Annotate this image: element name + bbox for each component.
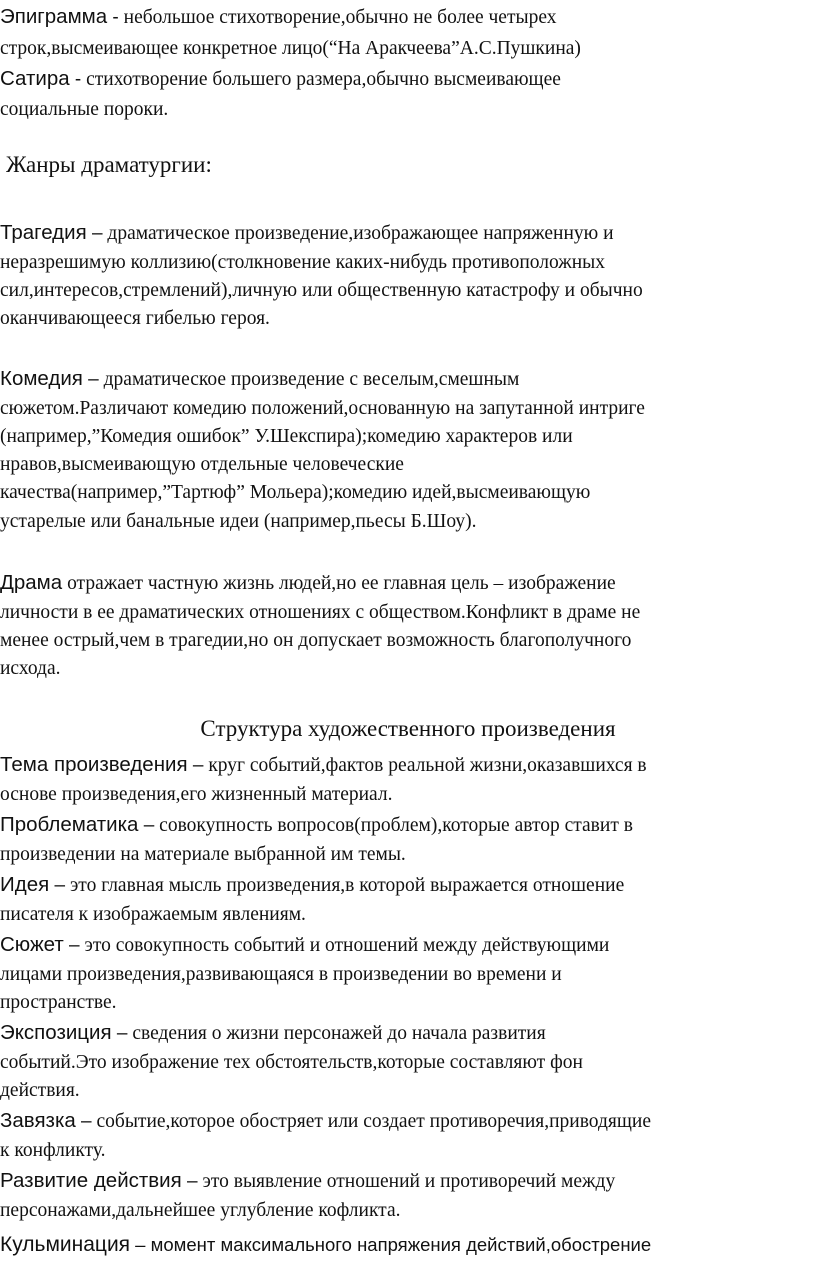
plot-line-1 — [0, 932, 609, 959]
drama-line-2: личности в ее драматических отношениях с обществом.Конфликт в драме не — [0, 602, 641, 623]
comedy-line-4: нравов,высмеивающую отдельные человеческие — [0, 454, 404, 475]
development-line-2: персонажами,дальнейшее углубление кофликта. — [0, 1200, 401, 1221]
satire-term: Сатира — [0, 67, 70, 90]
structure-heading: Структура художественного произведения — [200, 716, 616, 741]
setup-line-2: к конфликту. — [0, 1140, 106, 1161]
setup-line-1 — [0, 1108, 651, 1135]
tragedy-sep: – — [86, 223, 103, 244]
comedy-line-2: сюжетом.Различают комедию положений,основанную на запутанной интриге — [0, 398, 645, 419]
idea-term: Идея — [0, 873, 50, 896]
theme-line-1 — [0, 752, 647, 779]
climax-term: Кульминация — [0, 1233, 131, 1256]
epigram-term: Эпиграмма — [0, 5, 108, 28]
climax-line-1 — [0, 1232, 651, 1258]
exposition-line-3: действия. — [0, 1080, 80, 1101]
theme-term: Тема произведения — [0, 753, 188, 776]
plot-text-1: это совокупность событий и отношений между действующими — [79, 935, 610, 956]
plot-line-2: лицами произведения,развивающаяся в произведении во времени и — [0, 964, 562, 985]
development-sep: – — [181, 1171, 198, 1192]
drama-line-3: менее острый,чем в трагедии,но он допускает возможность благополучного — [0, 630, 632, 651]
problematics-term: Проблематика — [0, 813, 139, 836]
problematics-sep: – — [138, 815, 155, 836]
theme-text-1: круг событий,фактов реальной жизни,оказавшихся в — [203, 755, 647, 776]
problematics-text-1: совокупность вопросов(проблем),которые автор ставит в — [154, 815, 633, 836]
comedy-term: Комедия — [0, 367, 83, 390]
comedy-line-5: качества(например,”Тартюф” Мольера);комедию идей,высмеивающую — [0, 482, 591, 503]
climax-text-1: момент максимального напряжения действий,обострение — [145, 1234, 652, 1255]
comedy-line-1 — [0, 366, 519, 393]
problematics-line-2: произведении на материале выбранной им темы. — [0, 844, 406, 865]
setup-sep: – — [75, 1111, 92, 1132]
tragedy-line-4: оканчивающееся гибелью героя. — [0, 308, 270, 329]
satire-line-2: социальные пороки. — [0, 99, 169, 120]
plot-sep: – — [63, 935, 80, 956]
climax-sep: – — [130, 1234, 146, 1255]
satire-text-1: стихотворение большего размера,обычно высмеивающее — [81, 69, 561, 90]
exposition-text-1: сведения о жизни персонажей до начала развития — [127, 1023, 546, 1044]
development-line-1 — [0, 1168, 615, 1195]
comedy-line-6: устарелые или банальные идеи (например,пьесы Б.Шоу). — [0, 511, 477, 532]
plot-line-3: пространстве. — [0, 992, 117, 1013]
comedy-sep: – — [82, 369, 99, 390]
tragedy-line-3: сил,интересов,стремлений),личную или общественную катастрофу и обычно — [0, 280, 643, 301]
satire-sep: - — [69, 69, 82, 90]
drama-line-4: исхода. — [0, 658, 61, 679]
epigram-text-1: небольшое стихотворение,обычно не более четырех — [118, 7, 557, 28]
drama-text-1: отражает частную жизнь людей,но ее главная цель – изображение — [62, 573, 616, 594]
setup-text-1: событие,которое обостряет или создает противоречия,приводящие — [91, 1111, 651, 1132]
idea-text-1: это главная мысль произведения,в которой выражается отношение — [65, 875, 625, 896]
development-term: Развитие действия — [0, 1169, 182, 1192]
idea-sep: – — [49, 875, 66, 896]
exposition-sep: – — [111, 1023, 128, 1044]
problematics-line-1 — [0, 812, 633, 839]
plot-term: Сюжет — [0, 933, 64, 956]
setup-term: Завязка — [0, 1109, 76, 1132]
drama-term: Драма — [0, 571, 63, 594]
development-text-1: это выявление отношений и противоречий между — [197, 1171, 616, 1192]
comedy-line-3: (например,”Комедия ошибок” У.Шекспира);комедию характеров или — [0, 426, 573, 447]
exposition-term: Экспозиция — [0, 1021, 112, 1044]
comedy-text-1: драматическое произведение с веселым,смешным — [98, 369, 520, 390]
theme-line-2: основе произведения,его жизненный материал. — [0, 784, 393, 805]
tragedy-line-2: неразрешимую коллизию(столкновение каких-нибудь противоположных — [0, 252, 606, 273]
exposition-line-1 — [0, 1020, 546, 1047]
exposition-line-2: событий.Это изображение тех обстоятельств,которые составляют фон — [0, 1052, 583, 1073]
drama-line-1 — [0, 570, 616, 597]
idea-line-2: писателя к изображаемым явлениям. — [0, 904, 306, 925]
epigram-sep: - — [107, 7, 119, 28]
idea-line-1 — [0, 872, 624, 899]
epigram-line-1 — [0, 4, 557, 31]
epigram-line-2: строк,высмеивающее конкретное лицо(“На Аракчеева”А.С.Пушкина) — [0, 38, 581, 59]
drama-genres-heading: Жанры драматургии: — [6, 152, 212, 177]
theme-sep: – — [187, 755, 204, 776]
tragedy-text-1: драматическое произведение,изображающее напряженную и — [102, 223, 614, 244]
satire-line-1 — [0, 66, 561, 93]
tragedy-line-1 — [0, 220, 614, 247]
tragedy-term: Трагедия — [0, 221, 87, 244]
